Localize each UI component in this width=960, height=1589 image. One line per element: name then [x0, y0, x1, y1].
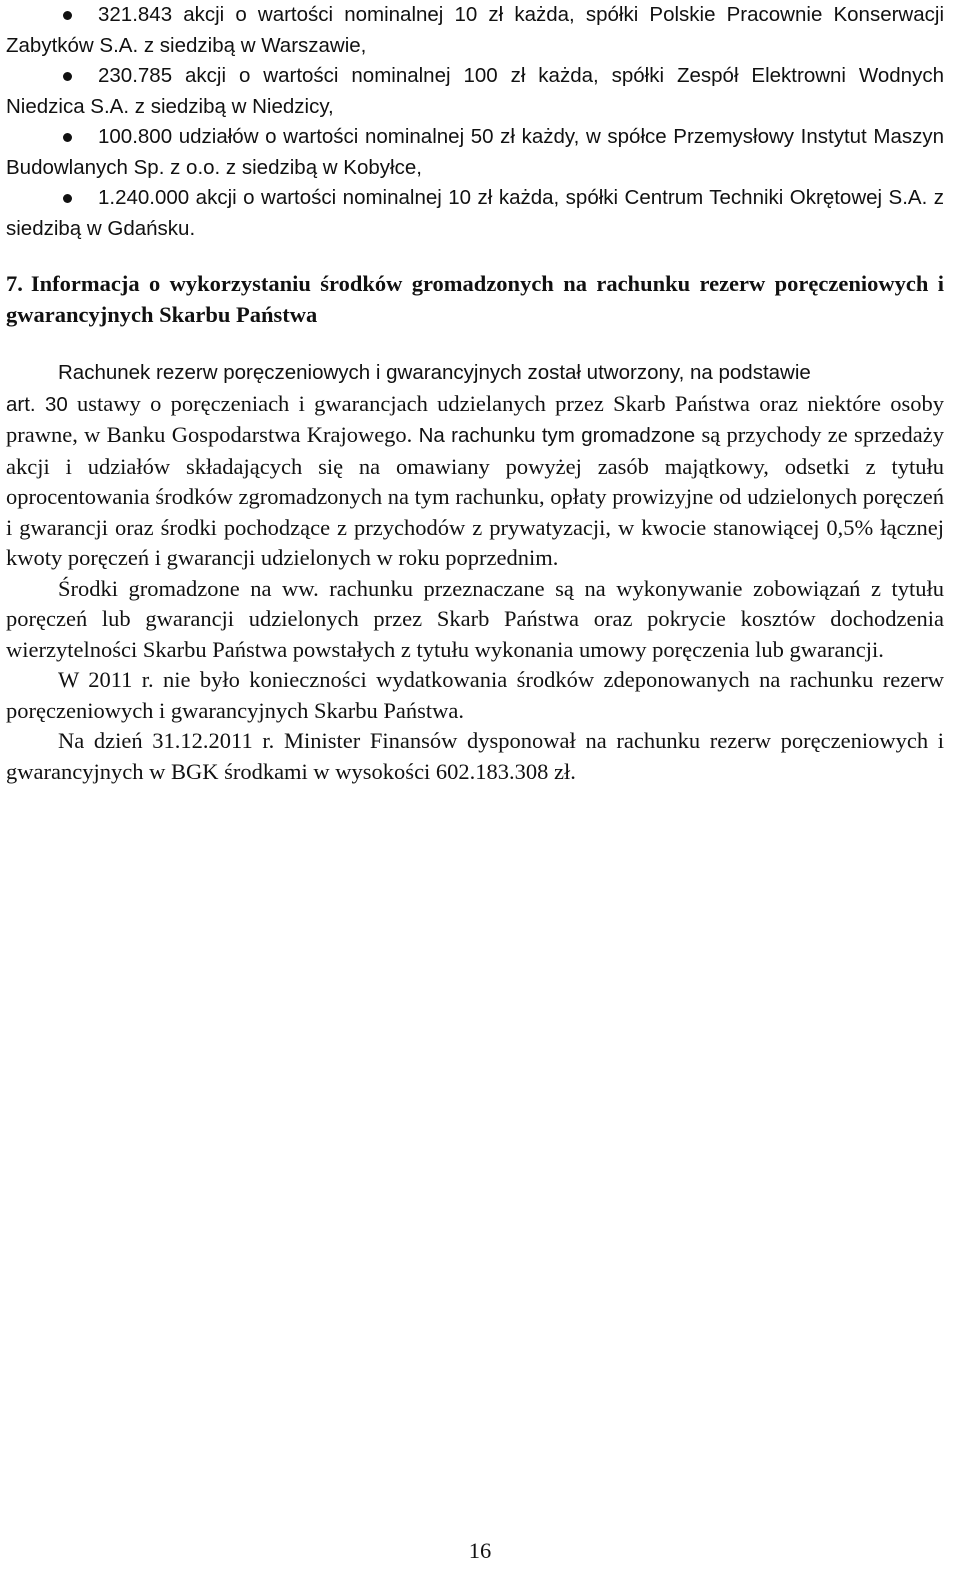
- page-number: 16: [468, 1538, 492, 1563]
- paragraph-legal-basis: [6, 389, 944, 574]
- list-item-text: 230.785 akcji o wartości nominalnej 100 zł każda, spółki Zespół Elektrowni Wodnych Niedzica S.A. z siedzibą w Niedzicy,: [6, 64, 944, 118]
- section-intro-line: Rachunek rezerw poręczeniowych i gwarancyjnych został utworzony, na podstawie: [58, 361, 811, 384]
- holdings-bullet-list: [6, 0, 944, 244]
- paragraph-text-sans: art.: [6, 392, 36, 416]
- list-item: [6, 122, 944, 183]
- page-content: [6, 0, 944, 787]
- paragraph-text: są przychody ze sprzedaży akcji i udziałów składających się na omawiany powyżej zasób majątkowy, odsetki z tytułu oprocentowania środków zgromadzonych na tym rachunku, opłaty prowizyjne od udzielonych poręczeń i gwarancji oraz środki pochodzące z przychodów z prywatyzacji, w kwocie stanowiącej 0,5% łącznej kwoty poręczeń i gwarancji udzielonych w roku poprzednim.: [6, 422, 945, 570]
- list-item-text: 1.240.000 akcji o wartości nominalnej 10 zł każda, spółki Centrum Techniki Okrętowej S.A. z siedzibą w Gdańsku.: [6, 186, 944, 240]
- paragraph-2011-spending: W 2011 r. nie było konieczności wydatkowania środków zdeponowanych na rachunku rezerw poręczeniowych i gwarancyjnych Skarbu Państwa.: [6, 667, 944, 723]
- paragraph-text-sans: 30: [44, 392, 68, 416]
- bullet-icon: [63, 194, 72, 203]
- paragraph-balance: Na dzień 31.12.2011 r. Minister Finansów dysponował na rachunku rezerw poręczeniowych i gwarancyjnych w BGK środkami w wysokości 602.183.308 zł.: [6, 728, 944, 784]
- section-title: Informacja o wykorzystaniu środków gromadzonych na rachunku rezerw poręczeniowych i gwarancyjnych Skarbu Państwa: [6, 271, 944, 327]
- paragraph-text-sans: Na rachunku tym gromadzone: [418, 424, 696, 447]
- list-item: [6, 0, 944, 61]
- list-item-text: 100.800 udziałów o wartości nominalnej 50 zł każdy, w spółce Przemysłowy Instytut Maszyn Budowlanych Sp. z o.o. z siedzibą w Kobyłce,: [6, 125, 944, 179]
- paragraph-text: ustawy o poręczeniach i gwarancjach udzielanych przez Skarb Państwa oraz niektóre osoby prawne, w Banku Gospodarstwa Krajowego.: [6, 390, 945, 447]
- section-number: 7.: [6, 271, 23, 296]
- list-item: [6, 183, 944, 244]
- list-item-text: 321.843 akcji o wartości nominalnej 10 zł każda, spółki Polskie Pracownie Konserwacji Zabytków S.A. z siedzibą w Warszawie,: [6, 3, 944, 57]
- bullet-icon: [63, 11, 72, 20]
- bullet-icon: [63, 72, 72, 81]
- section-heading: [6, 269, 944, 330]
- list-item: [6, 61, 944, 122]
- paragraph-funds-purpose: Środki gromadzone na ww. rachunku przeznaczane są na wykonywanie zobowiązań z tytułu poręczeń lub gwarancji udzielonych przez Skarb Państwa oraz pokrycie kosztów dochodzenia wierzytelności Skarbu Państwa powstałych z tytułu wykonania umowy poręczenia lub gwarancji.: [6, 575, 944, 662]
- bullet-icon: [63, 133, 72, 142]
